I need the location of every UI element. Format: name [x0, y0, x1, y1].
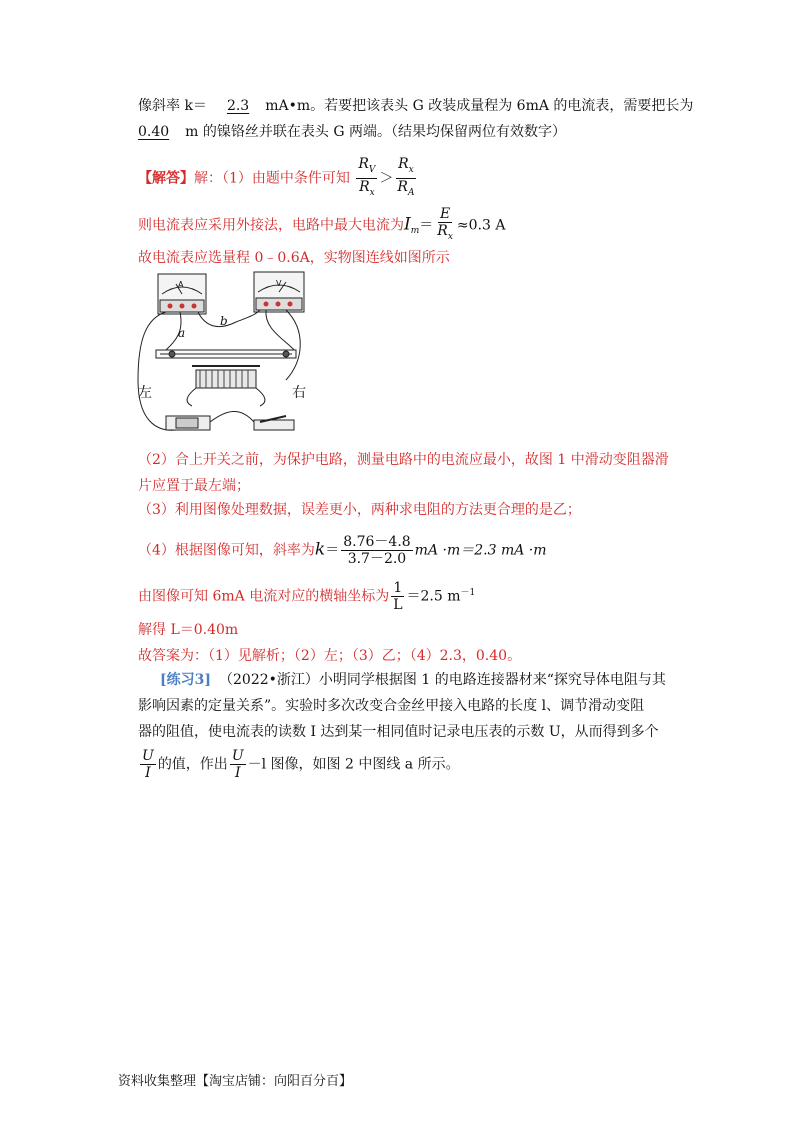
text: 器的阻值，使电流表的读数 I 达到某一相同值时记录电压表的示数 U，从而得到多个 — [138, 724, 659, 740]
text: 则电流表应采用外接法，电路中最大电流为 — [138, 217, 404, 234]
text: 像斜率 k＝ — [138, 98, 207, 114]
text: （2022•浙江）小明同学根据图 1 的电路连接器材来“探究导体电阻与其 — [219, 672, 666, 688]
exercise-line-1 — [160, 670, 666, 690]
fraction: $\frac{U}{I}$ — [231, 748, 244, 781]
answer-line-9 — [138, 646, 521, 666]
circuit-figure — [136, 270, 310, 448]
answer-blank: 0.40 — [138, 124, 170, 140]
text: mA•m。若要把该表头 G 改装成量程为 6mA 的电流表，需要把长为 — [265, 98, 694, 114]
text: 故电流表应选量程 0﹣0.6A，实物图连线如图所示 — [138, 250, 450, 266]
answer-line-6: （4）根据图像可知，斜率为k＝ $\frac{8.76-4.8}{3.7-2.0}$ mA ·m＝2.3 mA ·m — [138, 534, 547, 567]
text: 影响因素的定量关系”。实验时多次改变合金丝甲接入电路的长度 l、调节滑动变阻 — [138, 698, 645, 714]
fraction: $\frac{1}{L}$ — [393, 580, 403, 613]
fraction: $\frac{R_x}{R_A}$ — [397, 156, 415, 198]
text: 解得 L＝0.40m — [138, 622, 239, 638]
text-line — [138, 96, 693, 116]
text: ＝2.5 m — [406, 588, 461, 605]
answer-blank: 2.3 — [226, 98, 250, 114]
text: m — [410, 226, 420, 237]
text: 故答案为：（1）见解析；（2）左；（3）乙；（4）2.3，0.40。 — [138, 648, 522, 664]
answer-line-4b — [138, 476, 250, 496]
text: 解：（1）由题中条件可知 — [194, 170, 350, 187]
text: mA ·m＝2.3 mA ·m — [414, 542, 547, 559]
answer-tag: 【解答】 — [138, 170, 194, 187]
text: －l 图像，如图 2 中图线 a 所示。 — [247, 756, 460, 773]
voltmeter-label: V — [276, 279, 282, 288]
answer-line-2 — [138, 206, 505, 245]
answer-line-7 — [138, 580, 475, 613]
wire-a-label: a — [178, 326, 186, 340]
text: （3）利用图像处理数据，误差更小，两种求电阻的方法更合理的是乙； — [138, 502, 581, 518]
wire-b-label: b — [220, 314, 228, 328]
page-footer: 资料收集整理【淘宝店铺：向阳百分百】 — [118, 1074, 353, 1089]
text: －1 — [460, 587, 476, 598]
answer-line-1 — [138, 156, 418, 201]
exercise-line-4 — [138, 748, 460, 781]
text-line — [138, 122, 566, 142]
text: （4）根据图像可知，斜率为 — [138, 542, 315, 559]
fraction: $\frac{U}{I}$ — [142, 748, 154, 781]
text: I — [404, 214, 411, 235]
left-label: 左 — [138, 385, 152, 401]
text: （2）合上开关之前，为保护电路，测量电路中的电流应最小，故图 1 中滑动变阻器滑 — [138, 452, 669, 468]
text: m 的镍铬丝并联在表头 G 两端。（结果均保留两位有效数字） — [185, 124, 566, 140]
exercise-line-2 — [138, 696, 644, 716]
text: k — [314, 539, 326, 560]
answer-line-3 — [138, 248, 450, 268]
text: 由图像可知 6mA 电流对应的横轴坐标为 — [138, 588, 390, 605]
fraction: $\frac{8.76-4.8}{3.7-2.0}$ — [343, 534, 411, 567]
fraction: $\frac{E}{R_x}$ — [437, 206, 453, 242]
text: ＞ — [379, 170, 394, 187]
text: ≈0.3 A — [456, 217, 506, 234]
exercise-tag: [练习3] — [160, 672, 211, 688]
ammeter-label: A — [178, 280, 184, 289]
fraction: $\frac{R_V}{R_x}$ — [358, 156, 376, 198]
answer-line-5 — [138, 500, 581, 520]
text: 片应置于最左端； — [138, 478, 250, 494]
circuit-diagram — [136, 270, 310, 448]
answer-line-8 — [138, 620, 238, 640]
answer-line-4a — [138, 450, 669, 470]
text: 的值，作出 — [157, 756, 228, 773]
text: ＝ — [419, 217, 434, 234]
right-label: 右 — [292, 385, 306, 401]
exercise-line-3 — [138, 722, 659, 742]
